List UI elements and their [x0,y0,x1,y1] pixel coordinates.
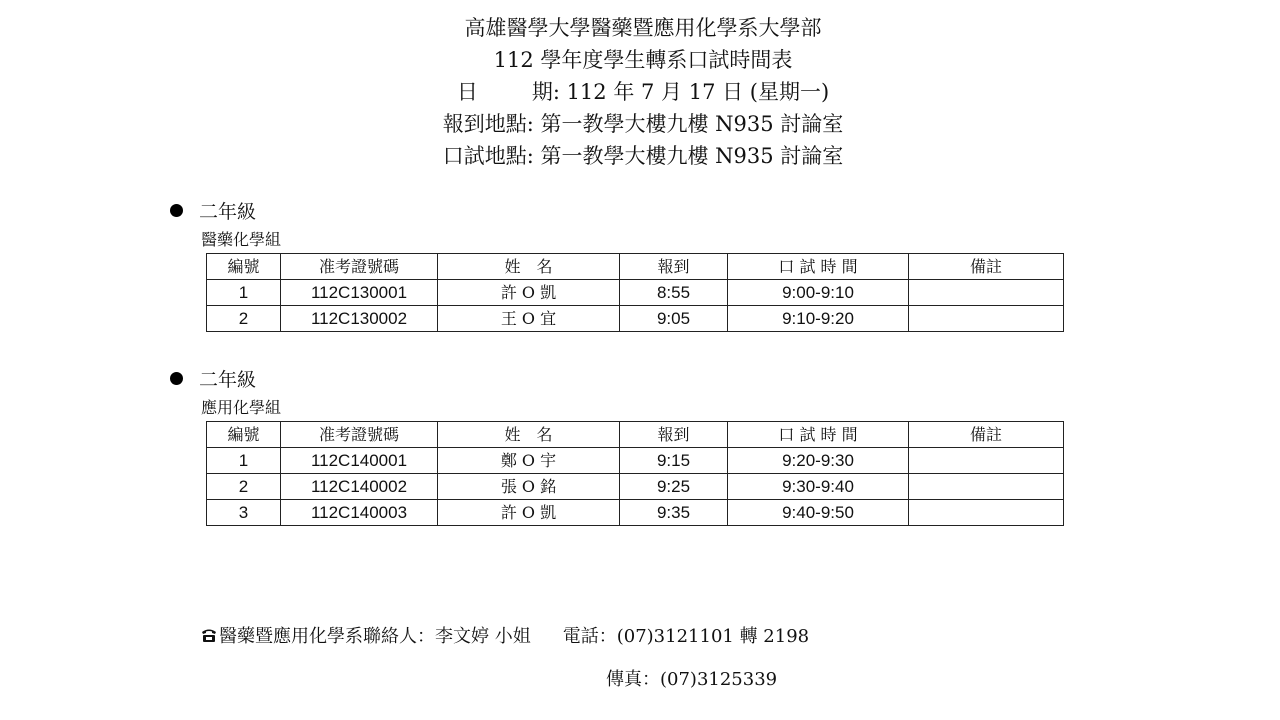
col-header-exam-id: 准考證號碼 [281,254,438,280]
table-row [207,448,1064,474]
cell-exam-id: 112C140001 [281,448,438,474]
cell-checkin: 9:15 [620,448,728,474]
cell-note [909,500,1064,526]
cell-no: 1 [207,448,281,474]
col-header-time: 口 試 時 間 [728,254,909,280]
school-title: 高雄醫學大學醫藥暨應用化學系大學部 [464,16,822,40]
report-location: 報到地點: 第一教學大樓九樓 N935 討論室 [442,112,844,136]
table-row [207,306,1064,332]
cell-name: 張 O 銘 [438,474,620,500]
table-row [207,474,1064,500]
cell-no: 3 [207,500,281,526]
cell-exam-id: 112C130002 [281,306,438,332]
telephone-icon [201,624,217,650]
schedule-table-2 [206,421,1064,526]
cell-time: 9:00-9:10 [728,280,909,306]
cell-note [909,306,1064,332]
cell-time: 9:30-9:40 [728,474,909,500]
cell-name: 王 O 宜 [438,306,620,332]
cell-time: 9:10-9:20 [728,306,909,332]
cell-time: 9:20-9:30 [728,448,909,474]
contact-fax: 傳真：(07)3125339 [606,669,778,690]
cell-note [909,474,1064,500]
date-label-1: 日 [456,80,478,104]
col-header-no: 編號 [207,422,281,448]
cell-no: 2 [207,474,281,500]
cell-no: 1 [207,280,281,306]
col-header-checkin: 報到 [620,254,728,280]
cell-name: 許 O 凱 [438,280,620,306]
table-header-row [207,422,1064,448]
bullet-icon [170,204,183,217]
section-grade-2 [170,367,256,393]
table-header-row [207,254,1064,280]
cell-checkin: 8:55 [620,280,728,306]
contact-person: 醫藥暨應用化學系聯絡人：李文婷 小姐 [219,626,531,647]
table-row [207,500,1064,526]
cell-no: 2 [207,306,281,332]
document-header [0,12,1280,172]
group-label-2: 應用化學組 [201,398,282,417]
exam-location: 口試地點: 第一教學大樓九樓 N935 討論室 [442,144,844,168]
contact-line [201,624,809,650]
group-label-1: 醫藥化學組 [201,230,282,249]
cell-exam-id: 112C130001 [281,280,438,306]
cell-name: 許 O 凱 [438,500,620,526]
exam-date [0,76,1280,108]
col-header-no: 編號 [207,254,281,280]
section-grade-1 [170,199,256,225]
cell-note [909,280,1064,306]
cell-checkin: 9:25 [620,474,728,500]
col-header-checkin: 報到 [620,422,728,448]
cell-time: 9:40-9:50 [728,500,909,526]
col-header-exam-id: 准考證號碼 [281,422,438,448]
cell-checkin: 9:05 [620,306,728,332]
bullet-icon [170,372,183,385]
cell-exam-id: 112C140002 [281,474,438,500]
schedule-table-1 [206,253,1064,332]
contact-phone: 電話：(07)3121101 轉 2198 [562,626,810,647]
date-label-2: 期 [531,80,553,104]
cell-checkin: 9:35 [620,500,728,526]
col-header-note: 備註 [909,422,1064,448]
cell-note [909,448,1064,474]
col-header-name: 姓 名 [438,422,620,448]
date-value: : 112 年 7 月 17 日 (星期一) [552,80,830,104]
grade-label: 二年級 [199,201,257,223]
table-row [207,280,1064,306]
col-header-name: 姓 名 [438,254,620,280]
col-header-time: 口 試 時 間 [728,422,909,448]
cell-name: 鄭 O 宇 [438,448,620,474]
cell-exam-id: 112C140003 [281,500,438,526]
col-header-note: 備註 [909,254,1064,280]
grade-label: 二年級 [199,369,257,391]
document-title: 112 學年度學生轉系口試時間表 [493,48,793,72]
